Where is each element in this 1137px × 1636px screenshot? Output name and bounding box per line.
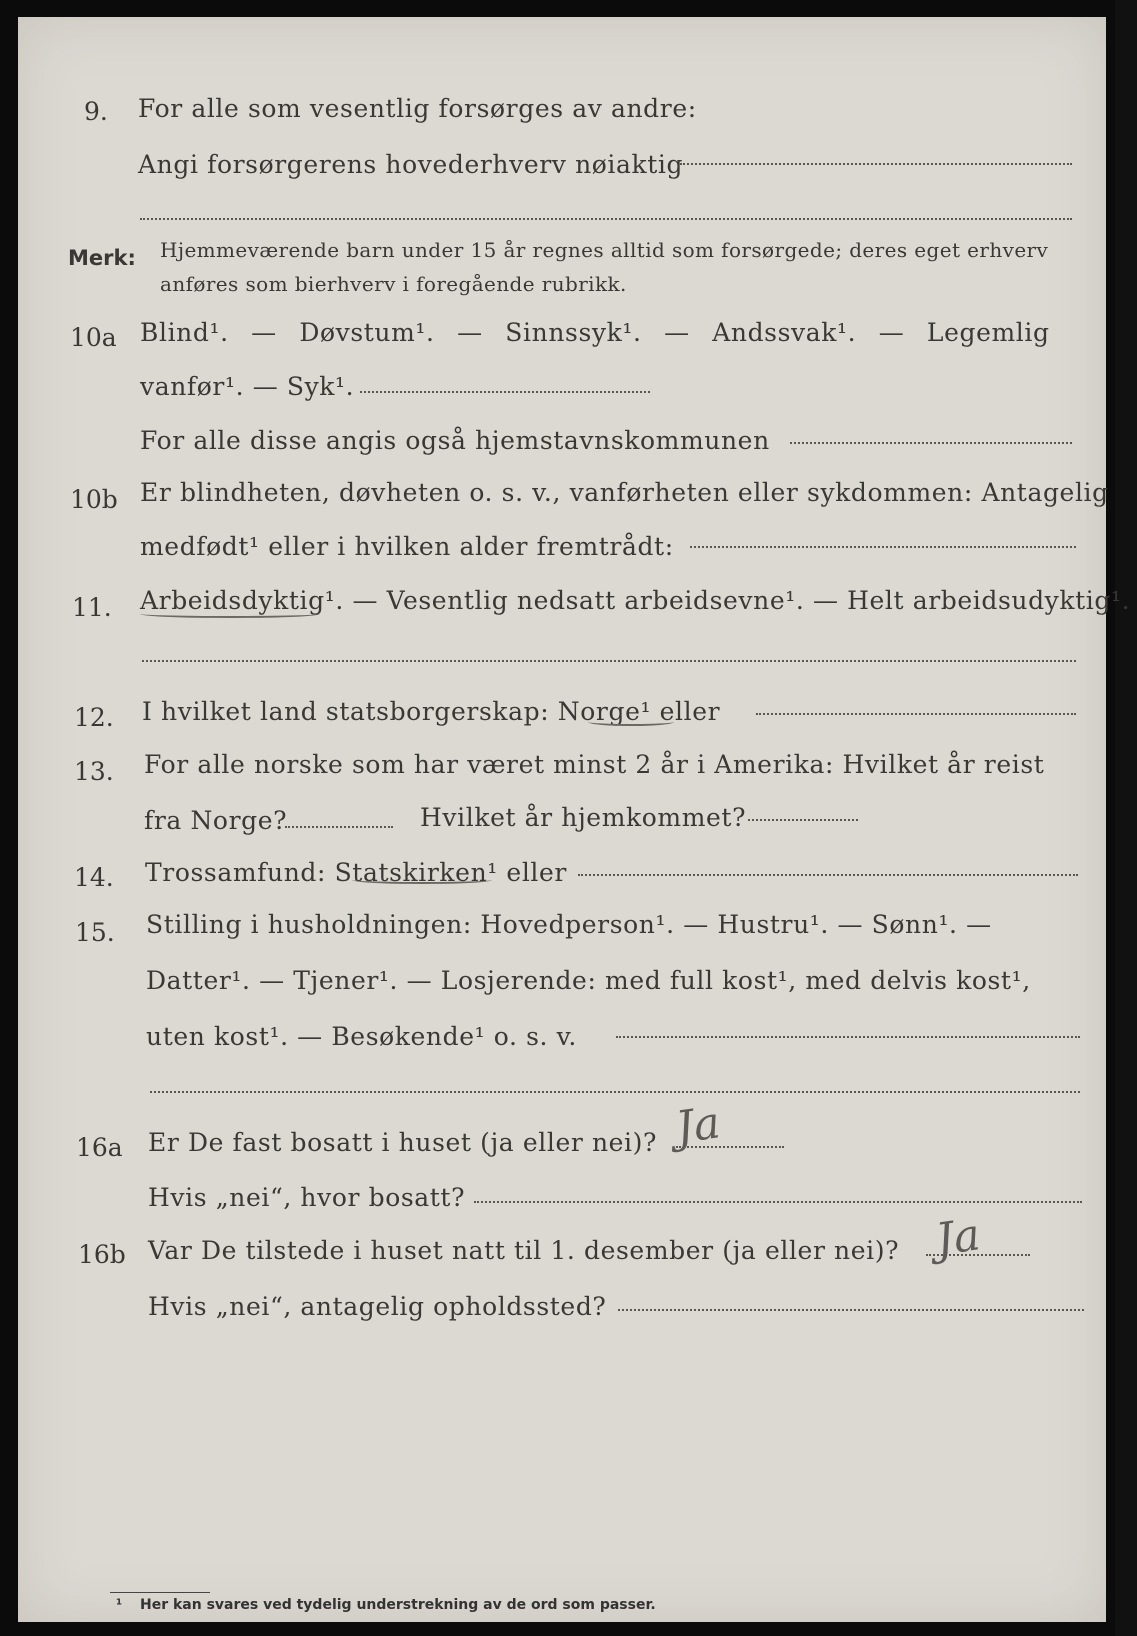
q10b-answer-field[interactable] <box>690 546 1076 548</box>
q11-answer-field[interactable] <box>142 660 1076 662</box>
q15-answer-field-2[interactable] <box>150 1091 1080 1093</box>
q12-answer-field[interactable] <box>756 713 1076 715</box>
q16a-bosatt-field[interactable] <box>474 1201 1082 1203</box>
q16b-handwritten-answer: Ja <box>932 1209 984 1266</box>
q16a-handwritten-answer: Ja <box>672 1097 724 1154</box>
q16b-line1: Var De tilstede i huset natt til 1. desember (ja eller nei)? <box>148 1236 900 1265</box>
q16a-line1: Er De fast bosatt i huset (ja eller nei)? <box>148 1128 657 1157</box>
q10a-line3: For alle disse angis også hjemstavnskommunen <box>140 426 770 455</box>
q10a-kommune-field[interactable] <box>790 442 1072 444</box>
q13-line2a: fra Norge? <box>144 806 288 835</box>
q16b-number: 16b <box>78 1240 126 1269</box>
q15-line2: Datter¹. — Tjener¹. — Losjerende: med full kost¹, med delvis kost¹, <box>146 966 1031 995</box>
footnote-rule <box>110 1592 210 1593</box>
q13-hjemkommet-field[interactable] <box>748 819 858 821</box>
q12-line1: I hvilket land statsborgerskap: Norge¹ eller <box>142 697 721 726</box>
q10b-number: 10b <box>70 485 118 514</box>
q9-answer-field[interactable] <box>680 163 1072 165</box>
q9-line2: Angi forsørgerens hovederhverv nøiaktig <box>138 150 684 179</box>
q9-answer-field-2[interactable] <box>140 218 1072 220</box>
merk-line1: Hjemmeværende barn under 15 år regnes alltid som forsørgede; deres eget erhverv <box>160 238 1049 262</box>
q9-number: 9. <box>84 97 108 126</box>
q13-line2b: Hvilket år hjemkommet? <box>420 803 747 832</box>
q15-answer-field[interactable] <box>616 1036 1080 1038</box>
q13-number: 13. <box>74 757 114 786</box>
q10a-line1: Blind¹. — Døvstum¹. — Sinnssyk¹. — Andssvak¹. — Legemlig <box>140 318 1050 347</box>
q14-line1: Trossamfund: Statskirken¹ eller <box>145 858 567 887</box>
scan-border <box>1115 0 1137 1636</box>
q14-answer-field[interactable] <box>578 874 1078 876</box>
footnote-text: Her kan svares ved tydelig understrekning av de ord som passer. <box>140 1597 656 1613</box>
q13-reist-field[interactable] <box>285 826 393 828</box>
q14-handwritten-underline <box>352 876 492 884</box>
merk-line2: anføres som bierhverv i foregående rubrikk. <box>160 272 627 296</box>
q12-handwritten-underline <box>588 718 674 726</box>
q15-line3: uten kost¹. — Besøkende¹ o. s. v. <box>146 1022 577 1051</box>
merk-label: Merk: <box>68 246 136 270</box>
q10a-number: 10a <box>70 323 117 352</box>
q11-handwritten-underline <box>140 610 320 618</box>
q10a-answer-field[interactable] <box>360 391 650 393</box>
q13-line1: For alle norske som har været minst 2 år i Amerika: Hvilket år reist <box>144 750 1045 779</box>
q16b-opholdssted-field[interactable] <box>618 1309 1084 1311</box>
q11-number: 11. <box>72 593 112 622</box>
q15-line1: Stilling i husholdningen: Hovedperson¹. — Hustru¹. — Sønn¹. — <box>146 910 992 939</box>
q11-line1: Arbeidsdyktig¹. — Vesentlig nedsatt arbeidsevne¹. — Helt arbeidsudyktig¹. <box>140 586 1131 615</box>
q9-line1: For alle som vesentlig forsørges av andre: <box>138 94 697 123</box>
q16a-number: 16a <box>76 1133 123 1162</box>
q10b-line2: medfødt¹ eller i hvilken alder fremtrådt: <box>140 532 674 561</box>
q14-number: 14. <box>74 863 114 892</box>
q15-number: 15. <box>75 918 115 947</box>
q12-number: 12. <box>74 703 114 732</box>
q16b-line2: Hvis „nei“, antagelig opholdssted? <box>148 1292 607 1321</box>
footnote-marker: ¹ <box>116 1597 123 1613</box>
q10a-line2: vanfør¹. — Syk¹. <box>140 372 355 401</box>
q16a-line2: Hvis „nei“, hvor bosatt? <box>148 1183 466 1212</box>
q10b-line1: Er blindheten, døvheten o. s. v., vanførheten eller sykdommen: Antagelig <box>140 478 1109 507</box>
